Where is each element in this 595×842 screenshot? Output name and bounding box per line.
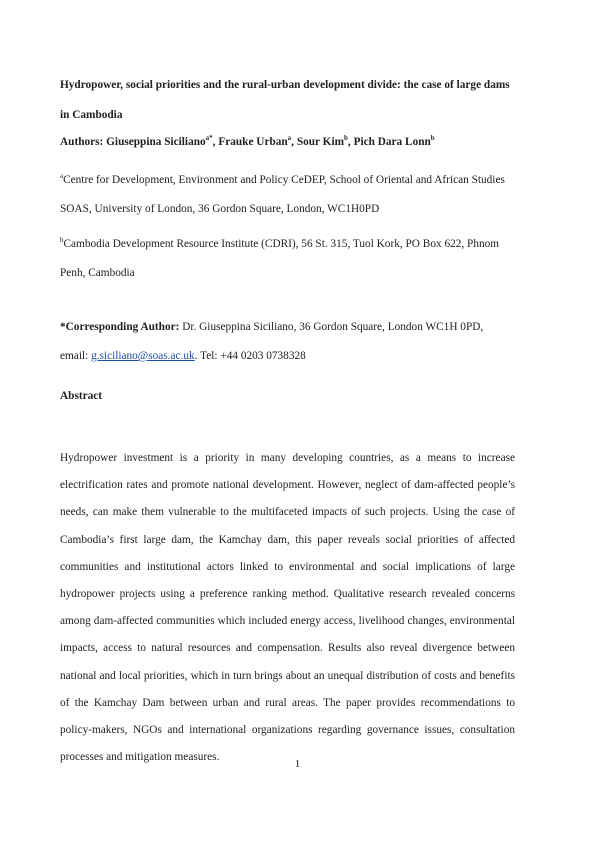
corresponding-address: Dr. Giuseppina Siciliano, 36 Gordon Square, London WC1H 0PD,: [179, 321, 484, 333]
telephone: . Tel: +44 0203 0738328: [194, 350, 306, 362]
abstract-line: hydropower projects using a preference ranking method. Qualitative research revealed concerns: [60, 588, 515, 601]
abstract-line: Cambodia’s first large dam, the Kamchay dam, this paper reveals social priorities of affected: [60, 533, 515, 546]
author-name: Frauke Urban: [218, 136, 288, 148]
authors-prefix: Authors:: [60, 136, 107, 148]
abstract-line: among dam-affected communities which included energy access, livelihood changes, environmental: [60, 615, 515, 628]
abstract-heading: Abstract: [60, 390, 103, 402]
email-link[interactable]: g.siciliano@soas.ac.uk: [91, 350, 195, 362]
title-line-1: Hydropower, social priorities and the rural-urban development divide: the case of large dams: [60, 79, 510, 91]
abstract-line: communities and institutional actors linked to environmental and social implications of large: [60, 560, 515, 573]
author-name: Giuseppina Siciliano: [106, 136, 206, 148]
author-sup: b: [430, 134, 435, 143]
abstract-line: needs, can make them vulnerable to the multifaceted impacts of such projects. Using the case of: [60, 506, 515, 519]
author-sep: ,: [291, 136, 297, 148]
abstract-body: [60, 445, 515, 771]
title-line-2: in Cambodia: [60, 109, 123, 121]
corresponding-label: *Corresponding Author:: [60, 321, 180, 333]
affiliation-sup: a: [60, 172, 64, 181]
affiliation-line: Centre for Development, Environment and Policy CeDEP, School of Oriental and African Studies: [63, 174, 505, 186]
affiliation-b: [60, 230, 515, 288]
author-name: Sour Kim: [296, 136, 345, 148]
affiliation-a: [60, 166, 515, 224]
page-number: 1: [294, 758, 301, 770]
abstract-line: of the Kamchay Dam between urban and rural areas. The paper provides recommendations to: [60, 696, 515, 709]
abstract-line: policy-makers, NGOs and international organizations regarding governance issues, consultation: [60, 724, 515, 737]
affiliation-sup: b: [60, 236, 64, 245]
abstract-line: national and local priorities, which in turn brings about an unequal distribution of costs and benefits: [60, 669, 515, 682]
author-list: [60, 127, 515, 157]
author-sep: ,: [212, 136, 219, 148]
abstract-line: impacts, access to natural resources and compensation. Results also reveal divergence between: [60, 642, 515, 655]
email-label: email:: [60, 350, 92, 362]
abstract-line: electrification rates and promote national development. However, neglect of dam-affected people’s: [60, 479, 515, 492]
corresponding-author: [60, 313, 515, 371]
abstract-line: Hydropower investment is a priority in many developing countries, as a means to increase: [60, 452, 515, 464]
paper-title: [60, 70, 515, 130]
author-sup: b: [344, 134, 348, 143]
author-sep: ,: [347, 136, 354, 148]
author-sup: a*: [205, 134, 213, 143]
affiliation-line: Penh, Cambodia: [60, 267, 135, 279]
author-name: Pich Dara Lonn: [353, 136, 431, 148]
author-sup: a: [287, 134, 292, 143]
abstract-line: processes and mitigation measures.: [60, 751, 220, 764]
affiliation-line: Cambodia Development Resource Institute (CDRI), 56 St. 315, Tuol Kork, PO Box 622, Phnom: [63, 238, 500, 250]
affiliation-line: SOAS, University of London, 36 Gordon Square, London, WC1H0PD: [60, 203, 380, 215]
